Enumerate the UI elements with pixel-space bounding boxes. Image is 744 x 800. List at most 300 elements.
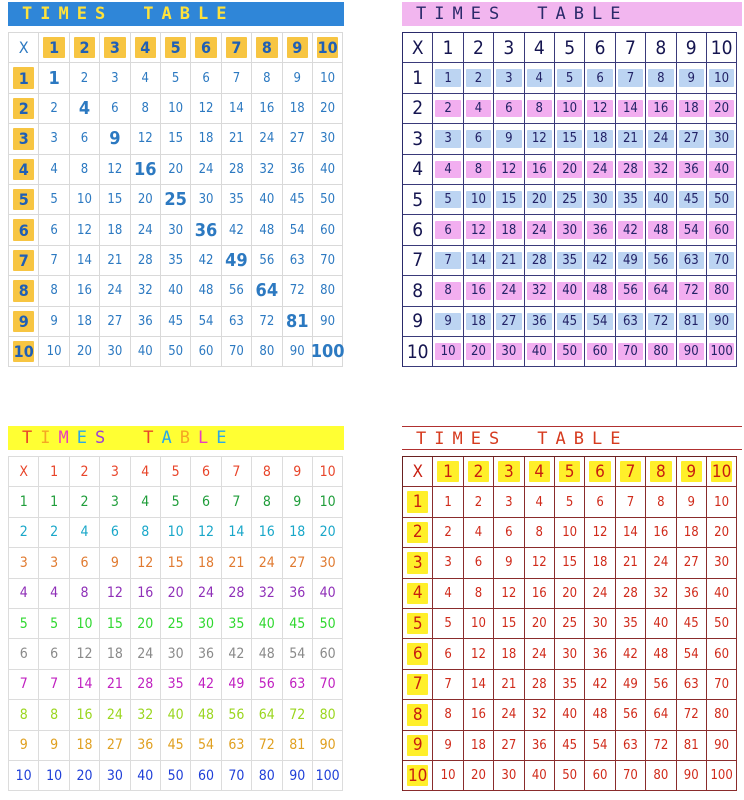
cell-value: 14 [622,524,638,540]
product-cell [39,307,69,337]
product-cell [283,487,313,517]
cell-value: 8 [655,461,666,482]
product-cell [283,731,313,761]
product-cell [525,518,555,548]
product-cell [433,124,463,154]
cell-value: 70 [228,767,245,784]
cell-value: 18 [592,131,608,147]
product-cell [222,155,252,185]
cell-value: 70 [320,252,336,268]
cell-value: 1 [442,36,454,59]
cell-value: 3 [50,131,58,147]
product-cell [494,63,524,93]
cell-value: 5 [50,192,58,208]
product-cell [555,124,585,154]
cell-value: 18 [107,222,123,238]
column-header [707,457,737,487]
cell-value: 6 [18,220,29,240]
cell-value: 32 [653,161,669,177]
cell-value: 2 [412,522,423,543]
multiplication-grid [8,32,343,367]
cell-value: 14 [471,252,486,268]
cell-value: 18 [683,524,699,540]
cell-value: 42 [228,646,245,663]
cell-value: 8 [474,585,483,601]
cell-value: 7 [50,252,58,268]
cell-value: 20 [471,344,486,360]
product-cell [222,518,252,548]
cell-value: 5 [564,36,576,59]
cell-value: 3 [412,127,424,150]
product-cell [283,63,313,93]
cell-value: 7 [625,461,636,482]
cell-value: 35 [168,252,184,268]
cell-value: 3 [503,36,515,59]
product-cell [525,215,555,245]
title-letter: T [416,4,427,24]
cell-value: 10 [440,768,456,784]
title-letter: A [555,4,566,24]
product-cell [585,731,615,761]
product-cell [646,761,676,791]
product-cell [39,670,69,700]
product-cell [646,731,676,761]
cell-value: 50 [320,192,336,208]
cell-value: 2 [79,38,90,58]
product-cell [161,670,191,700]
cell-value: 20 [137,192,153,208]
cell-value: 45 [562,313,578,329]
cell-value: 20 [471,768,486,784]
cell-value: 24 [137,222,153,238]
row-header [403,609,433,639]
cell-value: 30 [714,555,730,571]
product-cell [252,63,282,93]
product-cell [433,63,463,93]
cell-value: 4 [535,70,543,86]
product-cell [616,518,646,548]
product-cell [100,731,130,761]
product-cell [707,579,737,609]
product-cell [646,94,676,124]
product-cell [70,609,100,639]
product-cell [707,639,737,669]
cell-value: 2 [474,494,483,510]
cell-value: X [411,36,424,59]
product-cell [313,487,343,517]
cell-value: 8 [262,463,271,480]
title-letter: A [161,4,172,24]
cell-value: 20 [531,616,547,632]
product-cell [555,670,585,700]
product-cell [525,639,555,669]
cell-value: 12 [77,222,92,238]
cell-value: 4 [534,461,545,482]
product-cell [131,185,161,215]
product-cell [222,94,252,124]
product-cell [39,185,69,215]
product-cell [555,548,585,578]
product-cell [494,518,524,548]
cell-value: 21 [501,252,517,268]
cell-value: 60 [592,768,608,784]
cell-value: 24 [592,585,608,601]
product-cell [616,124,646,154]
cell-value: 3 [110,494,119,511]
product-cell [131,337,161,367]
product-cell [494,276,524,306]
cell-value: 6 [110,524,119,541]
cell-value: 54 [289,646,306,663]
product-cell [707,124,737,154]
cell-value: 16 [258,524,275,541]
column-header [677,457,707,487]
product-cell [70,487,100,517]
product-cell [707,246,737,276]
product-cell [464,518,494,548]
product-cell [585,246,615,276]
cell-value: 32 [531,707,547,723]
title-letter: L [592,4,603,24]
cell-value: 32 [259,161,275,177]
column-header [525,33,555,63]
cell-value: 30 [106,767,123,784]
title-letter: T [416,429,427,449]
product-cell [646,487,676,517]
cell-value: X [18,38,29,58]
cell-value: 24 [592,161,608,177]
product-cell [555,276,585,306]
row-header [403,700,433,730]
row-header [9,579,39,609]
cell-value: 12 [137,131,153,147]
row-header [403,579,433,609]
cell-value: 10 [319,463,336,480]
cell-value: 30 [167,646,184,663]
product-cell [707,155,737,185]
product-cell [433,337,463,367]
cell-value: 60 [319,646,336,663]
product-cell [100,761,130,791]
row-header [403,639,433,669]
cell-value: 10 [167,524,184,541]
title-letter: B [573,429,584,449]
product-cell [555,579,585,609]
product-cell [39,276,69,306]
column-header [161,457,191,487]
cell-value: 5 [412,613,423,634]
product-cell [616,670,646,700]
cell-value: 18 [501,646,517,662]
cell-value: 42 [622,646,638,662]
cell-value: 15 [562,555,578,571]
cell-value: 27 [501,313,517,329]
product-cell [585,700,615,730]
product-cell [191,63,221,93]
column-header [585,33,615,63]
cell-value: 3 [110,463,119,480]
cell-value: 36 [137,737,154,754]
product-cell [494,639,524,669]
product-cell [433,731,463,761]
cell-value: 12 [501,161,517,177]
column-header [313,457,343,487]
product-cell [707,700,737,730]
cell-value: 16 [471,707,486,723]
title-letter: S [489,429,500,449]
cell-value: 1 [443,461,453,482]
title-letter: T [22,428,33,448]
cell-value: 14 [77,252,92,268]
cell-value: 24 [531,646,547,662]
cell-value: 6 [201,38,212,58]
cell-value: 42 [592,252,608,268]
cell-value: 1 [444,70,452,86]
cell-value: 8 [19,706,28,723]
cell-value: 50 [168,344,184,360]
title-letter: S [489,4,500,24]
product-cell [464,579,494,609]
column-header [616,33,646,63]
column-header [616,457,646,487]
cell-value: 6 [412,219,424,242]
product-cell [161,700,191,730]
cell-value: 54 [683,222,699,238]
cell-value: 54 [683,646,699,662]
cell-value: 35 [228,615,245,632]
cell-value: 7 [232,494,241,511]
title-letter: I [40,428,51,448]
cell-value: 9 [505,555,513,571]
cell-value: 3 [444,131,452,147]
product-cell [283,155,313,185]
cell-value: 36 [194,219,218,241]
product-cell [707,548,737,578]
cell-value: 45 [167,737,184,754]
cell-value: 5 [444,616,452,632]
cell-value: 4 [444,585,452,601]
product-cell [222,276,252,306]
product-cell [161,337,191,367]
product-cell [494,124,524,154]
cell-value: 12 [592,100,608,116]
cell-value: 6 [19,646,28,663]
product-cell [283,94,313,124]
cell-value: 70 [319,676,336,693]
cell-value: 7 [624,36,636,59]
row-header [9,761,39,791]
title-letter: M [58,4,69,24]
cell-value: 20 [562,161,578,177]
cell-value: 18 [289,524,306,541]
cell-value: 2 [444,524,452,540]
cell-value: 16 [471,283,486,299]
cell-value: 24 [531,222,547,238]
cell-value: 16 [531,161,547,177]
cell-value: 60 [714,222,730,238]
product-cell [131,94,161,124]
cell-value: 48 [198,706,215,723]
cell-value: 63 [228,313,244,329]
cell-value: 18 [471,313,486,329]
product-cell [283,276,313,306]
product-cell [70,518,100,548]
multiplication-grid [8,456,343,791]
cell-value: 5 [170,38,181,58]
title-letter: S [95,4,106,24]
product-cell [525,246,555,276]
product-cell [100,63,130,93]
product-cell [252,487,282,517]
cell-value: 72 [289,283,305,299]
cell-value: 35 [562,252,578,268]
product-cell [707,487,737,517]
cell-value: 3 [111,70,119,86]
product-cell [131,700,161,730]
cell-value: 32 [137,706,154,723]
row-header [403,548,433,578]
cell-value: 80 [714,707,730,723]
cell-value: 21 [501,676,517,692]
product-cell [494,731,524,761]
title-letter: T [22,4,33,24]
title-letter: T [537,4,548,24]
cell-value: 7 [444,252,452,268]
cell-value: 90 [319,737,336,754]
product-cell [616,731,646,761]
product-cell [555,337,585,367]
product-cell [313,731,343,761]
cell-value: 36 [531,737,547,753]
cell-value: 81 [683,737,699,753]
cell-value: 8 [412,279,424,302]
cell-value: 28 [531,676,547,692]
cell-value: 21 [622,131,638,147]
cell-value: 30 [714,131,730,147]
cell-value: 8 [444,707,452,723]
cell-value: 8 [263,70,271,86]
cell-value: 1 [50,463,59,480]
cell-value: 16 [653,100,669,116]
product-cell [161,124,191,154]
column-header [39,33,69,63]
cell-value: 54 [198,737,215,754]
cell-value: 49 [622,252,638,268]
product-cell [283,246,313,276]
product-cell [252,185,282,215]
cell-value: 90 [289,767,306,784]
cell-value: 35 [622,616,638,632]
product-cell [616,63,646,93]
product-cell [222,337,252,367]
product-cell [707,63,737,93]
cell-value: 70 [714,676,730,692]
cell-value: 48 [592,283,608,299]
product-cell [525,185,555,215]
cell-value: 40 [562,283,578,299]
product-cell [707,215,737,245]
product-cell [100,215,130,245]
cell-value: 60 [198,767,215,784]
product-cell [464,94,494,124]
cell-value: 6 [202,70,210,86]
cell-value: 15 [562,131,578,147]
cell-value: 56 [653,252,669,268]
row-header [403,670,433,700]
product-cell [677,487,707,517]
cell-value: 50 [319,615,336,632]
product-cell [464,307,494,337]
row-header [9,124,39,154]
product-cell [70,124,100,154]
product-cell [313,276,343,306]
product-cell [252,731,282,761]
row-header [9,94,39,124]
row-header [403,487,433,517]
row-header [403,124,433,154]
row-header [9,609,39,639]
product-cell [646,337,676,367]
cell-value: 6 [111,100,119,116]
cell-value: 35 [228,192,244,208]
cell-value: 10 [77,192,92,208]
cell-value: 56 [653,676,669,692]
cell-value: 12 [471,222,486,238]
title-letter: M [452,429,463,449]
title-letter: E [76,4,87,24]
column-header [161,33,191,63]
product-cell [131,487,161,517]
product-cell [525,700,555,730]
cell-value: 81 [285,310,309,332]
product-cell [161,487,191,517]
column-header [677,33,707,63]
cell-value: 21 [228,554,245,571]
product-cell [585,670,615,700]
cell-value: 48 [653,222,669,238]
row-header [403,307,433,337]
cell-value: 45 [683,616,699,632]
cell-value: 56 [228,283,244,299]
row-header [9,731,39,761]
cell-value: 6 [202,494,211,511]
product-cell [39,124,69,154]
cell-value: 4 [535,494,543,510]
product-cell [616,276,646,306]
cell-value: 28 [622,585,638,601]
cell-value: 15 [106,615,123,632]
cell-value: 28 [622,161,638,177]
product-cell [555,518,585,548]
cell-value: 72 [259,313,275,329]
cell-value: 2 [80,494,89,511]
title-letter: M [452,4,463,24]
cell-value: 50 [714,192,730,208]
product-cell [70,639,100,669]
product-cell [555,487,585,517]
cell-value: 90 [683,344,699,360]
product-cell [433,761,463,791]
title-letter: E [470,4,481,24]
cell-value: 7 [444,676,452,692]
cell-value: 9 [18,311,29,331]
cell-value: 15 [501,192,517,208]
cell-value: 6 [474,131,483,147]
cell-value: 8 [535,524,543,540]
cell-value: 8 [535,100,543,116]
product-cell [283,215,313,245]
product-cell [100,124,130,154]
